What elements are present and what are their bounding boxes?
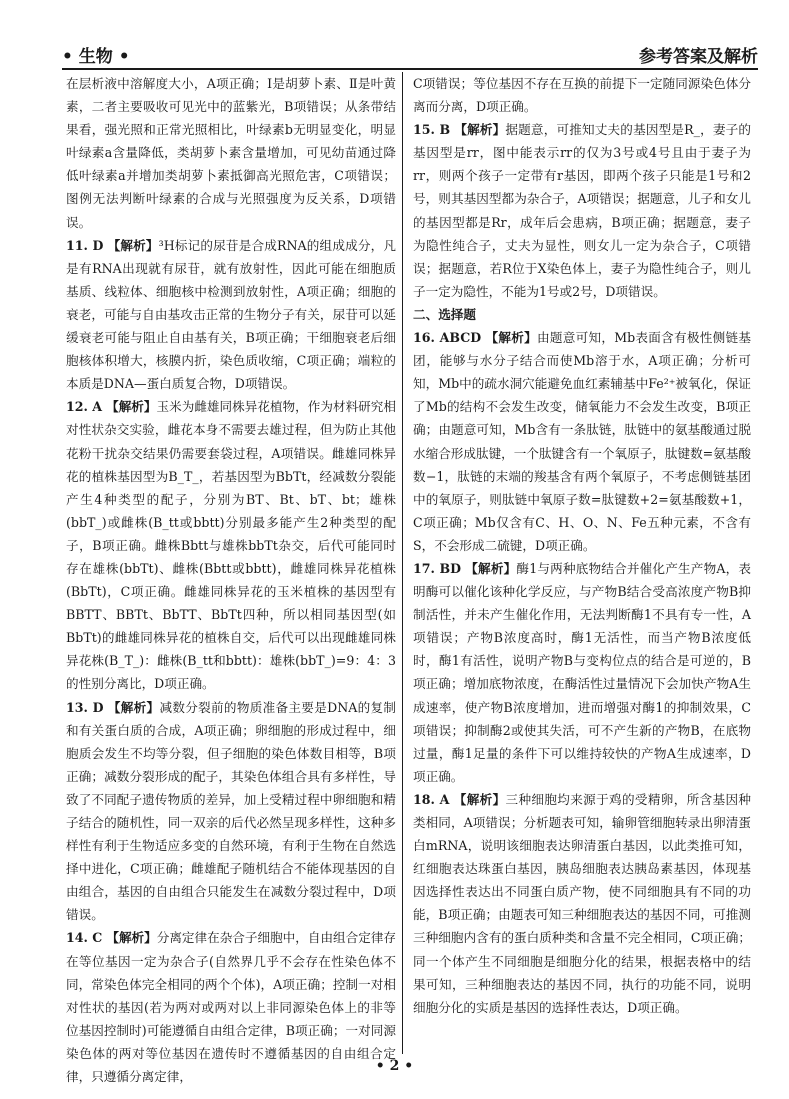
analysis-tag: 【解析】: [453, 791, 506, 807]
continuation-text: 在层析液中溶解度大小，A项正确；Ⅰ是胡萝卜素、Ⅱ是叶黄素，二者主要吸收可见光中的蓝紫光，B项错误；从条带结果看，强光照和正常光照相比，叶绿素b无明显变化，明显叶绿素a含量降低，类胡萝卜素含量增加，可见幼苗通过降低叶绿素a并增加类胡萝卜素抵御高光照危害，C项错误；图例无法判断叶绿素的合成与光照强度为反关系，D项错误。: [66, 76, 396, 230]
analysis-tag: 【解析】: [454, 122, 506, 138]
analysis-tag: 【解析】: [465, 560, 517, 576]
left-column: [66, 72, 396, 1088]
analysis-tag: 【解析】: [106, 930, 157, 946]
analysis-tag: 【解析】: [106, 399, 157, 415]
answer-number: 18. A: [413, 791, 450, 807]
answer-item-15: [413, 118, 751, 303]
answer-number: 12. A: [66, 399, 103, 415]
analysis-text: ³H标记的尿苷是合成RNA的组成成分，凡是有RNA出现就有尿苷，就有放射性，因此可能在细胞质基质、线粒体、细胞核中检测到放射性，A项正确；细胞的衰老，可能与自由基攻击正常的生物分子有关，尿苷可以延缓衰老可能与阻止自由基有关，B项正确；干细胞衰老后细胞核体积增大，核膜内折，染色质收缩，C项正确；端粒的本质是DNA—蛋白质复合物，D项错误。: [66, 237, 396, 392]
analysis-text: 据题意，可推知丈夫的基因型是R_，妻子的基因型是rr，图中能表示rr的仅为3号或4号且由于妻子为rr，则两个孩子一定带有r基因，即两个孩子只能是1号和2号，则其基因型都为杂合子，A项错误；据题意，儿子和女儿的基因型都是Rr，成年后会患病，B项正确；据题意，妻子为隐性纯合子，丈夫为显性，则女儿一定为杂合子，C项错误；据题意，若R位于X染色体上，妻子为隐性纯合子，则儿子一定为隐性，不能为1号或2号，D项错误。: [413, 122, 751, 299]
analysis-tag: 【解析】: [107, 237, 159, 253]
answer-number: 15. B: [413, 122, 451, 138]
answer-item-12: [66, 395, 396, 695]
answer-number: 16. ABCD: [413, 330, 482, 346]
continuation-text: C项错误；等位基因不存在互换的前提下一定随同源染色体分离而分离，D项正确。: [413, 76, 751, 115]
answer-number: 17. BD: [413, 560, 462, 576]
answer-item-17: [413, 557, 751, 788]
analysis-text: 酶1与两种底物结合并催化产生产物A，表明酶可以催化该种化学反应，与产物B结合受高浓度产物B抑制活性，并未产生催化作用，无法判断酶1不具有专一性，A项错误；产物B浓度高时，酶1无活性，而当产物B浓度低时，酶1有活性，说明产物B与变构位点的结合是可逆的，B项正确；增加底物浓度，在酶活性过量情况下会加快产物A生成速率，使产物B浓度增加，进而增强对酶1的抑制效果，C项错误；抑制酶2或使其失活，可不产生新的产物B，在底物过量，酶1足量的条件下可以维持较快的产物A生成速率，D项正确。: [413, 560, 752, 784]
section-heading: 二、选择题: [413, 306, 476, 322]
section-title: 参考答案及解析: [639, 47, 758, 67]
analysis-text: 由题意可知，Mb表面含有极性侧链基团，能够与水分子结合而使Mb溶于水，A项正确；分析可知，Mb中的疏水洞穴能避免血红素辅基中Fe²⁺被氧化，保证了Mb的结构不会发生改变，储氧能力不会发生改变，B项正确；由题意可知，Mb含有一条肽链，肽链中的氨基酸通过脱水缩合形成肽键，一个肽键含有一个氧原子，肽键数=氨基酸数−1，肽链的末端的羧基含有两个氧原子，不考虑侧链基团中的氧原子，则肽链中氧原子数=肽键数+2=氨基酸数+1，C项正确；Mb仅含有C、H、O、N、Fe五种元素，不含有S，不会形成二硫键，D项正确。: [413, 330, 752, 553]
subject-label: • 生物 •: [62, 47, 130, 67]
answer-item-16: [413, 326, 751, 557]
page-header: [62, 38, 758, 70]
analysis-text: 三种细胞均来源于鸡的受精卵，所含基因种类相同，A项错误；分析题表可知，输卵管细胞转录出卵清蛋白mRNA，说明该细胞表达卵清蛋白基因，以此类推可知，红细胞表达珠蛋白基因，胰岛细胞表达胰岛素基因，体现基因选择性表达出不同蛋白质产物，使不同细胞具有不同的功能，B项正确；由题表可知三种细胞表达的基因不同，可推测三种细胞内含有的蛋白质种类和含量不完全相同，C项正确；同一个体产生不同细胞是细胞分化的结果，根据表格中的结果可知，三种细胞表达的基因不同，执行的功能不同，说明细胞分化的实质是基因的选择性表达，D项正确。: [413, 791, 751, 1015]
answer-number: 11. D: [66, 237, 104, 253]
analysis-tag: 【解析】: [107, 699, 160, 715]
analysis-tag: 【解析】: [485, 330, 537, 346]
page-number: • 2 •: [375, 1058, 414, 1074]
analysis-text: 减数分裂前的物质准备主要是DNA的复制和有关蛋白质的合成，A项正确；卵细胞的形成过程中，细胞质会发生不均等分裂，但子细胞的染色体数目相等，B项正确；减数分裂形成的配子，其染色体组合具有多样性，导致了不同配子遗传物质的差异，加上受精过程中卵细胞和精子结合的随机性，同一双亲的后代必然呈现多样性，这种多样性有利于生物适应多变的自然环境，有利于生物在自然选择中进化，C项正确；雌雄配子随机结合不能体现基因的自由组合，基因的自由组合只能发生在减数分裂过程中，D项错误。: [66, 699, 397, 923]
answer-item-18: [413, 788, 751, 1019]
right-column: [413, 72, 751, 1019]
answer-number: 14. C: [66, 930, 103, 946]
analysis-text: 玉米为雌雄同株异花植物，作为材料研究相对性状杂交实验，雌花本身不需要去雄过程，但为防止其他花粉干扰杂交结果仍需要套袋过程，A项错误。雌雄同株异花的植株基因型为B_T_，若基因型为BbTt，经减数分裂能产生4种类型的配子，分别为BT、Bt、bT、bt；雄株(bbT_)或雌株(B_tt或bbtt)分别最多能产生2种类型的配子，B项正确。雌株Bbtt与雄株bbTt杂交，后代可能同时存在雄株(bbTt)、雌株(Bbtt或bbtt)，雌雄同株异花植株(BbTt)，C项正确。雌雄同株异花的玉米植株的基因型有BBTT、BBTt、BbTT、BbTt四种，所以相同基因型(如BbTt)的雌雄同株异花的植株自交，后代可以出现雌雄同株异花株(B_T_)：雌株(B_tt和bbtt)：雄株(bbT_)=9：4：3的性别分离比，D项正确。: [66, 399, 396, 692]
answer-number: 13. D: [66, 699, 104, 715]
answer-item-13: [66, 696, 396, 927]
column-divider: [402, 72, 403, 1054]
answer-item-11: [66, 234, 396, 396]
analysis-text: 分离定律在杂合子细胞中，自由组合定律存在等位基因一定为杂合子(自然界几乎不会存在性染色体不同，常染色体完全相同的两个个体)，A项正确；控制一对相对性状的基因(若为两对或两对以上非同源染色体上的非等位基因控制时)可能遵循自由组合定律，B项正确；一对同源染色体的两对等位基因在遗传时不遵循基因的自由组合定律，只遵循分离定律，: [66, 930, 396, 1085]
